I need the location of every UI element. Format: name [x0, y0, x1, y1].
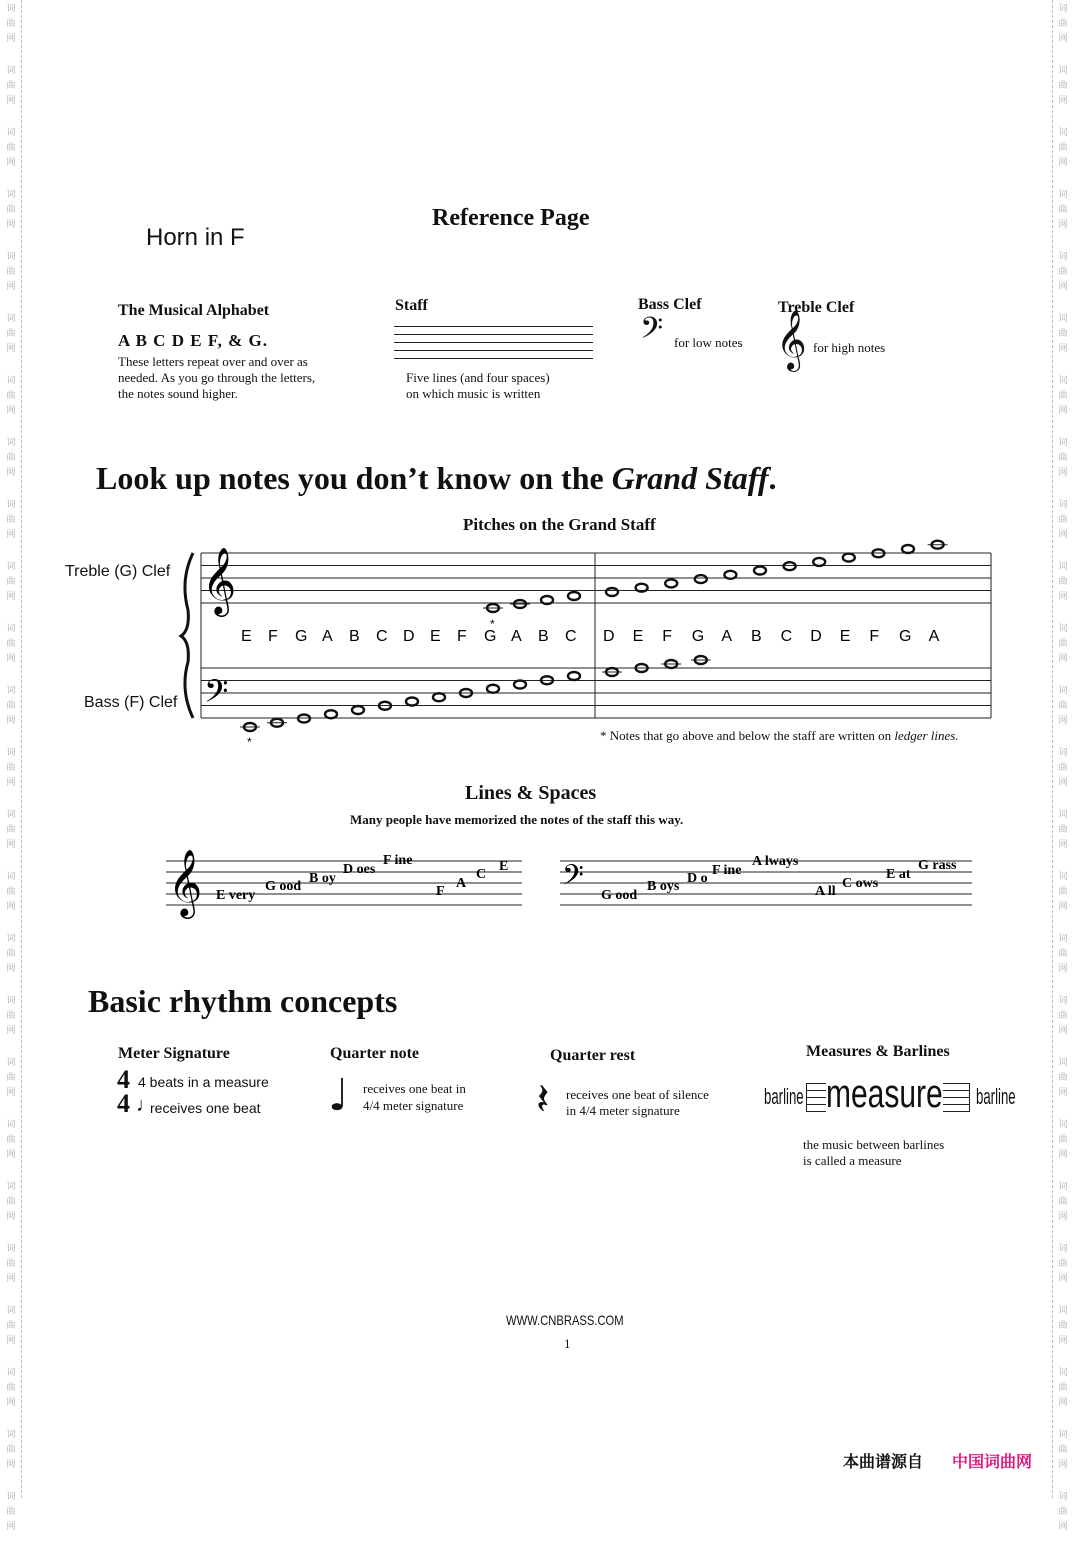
quarter-rest-icon: 𝄽	[536, 1074, 550, 1125]
desc-line: needed. As you go through the letters,	[118, 370, 316, 385]
watermark-group: 词 曲 网	[6, 1368, 16, 1408]
watermark-group: 词 曲 网	[6, 996, 16, 1036]
watermark-group: 词 曲 网	[1058, 934, 1068, 974]
watermark-group: 词 曲 网	[1058, 872, 1068, 912]
quarter-rest-desc	[566, 1087, 709, 1119]
note-label: A	[928, 628, 940, 645]
meter-signature	[117, 1065, 130, 1118]
barline-label-right: barline	[976, 1084, 1016, 1109]
desc-line: receives one beat in	[363, 1081, 466, 1096]
quarter-note-desc	[363, 1080, 466, 1114]
heading-end: .	[768, 460, 777, 496]
watermark-group: 词 曲 网	[1058, 1368, 1068, 1408]
note-label: E	[430, 628, 441, 645]
note-label: C	[780, 628, 793, 645]
treble-clef-icon: 𝄞	[776, 310, 807, 370]
treble-clef-icon: 𝄞	[202, 546, 237, 614]
watermark-group: 词 曲 网	[1058, 996, 1068, 1036]
lines-spaces-title: Lines & Spaces	[465, 782, 597, 804]
mnemonic-word: E very	[216, 888, 256, 903]
measures-heading: Measures & Barlines	[806, 1043, 950, 1060]
whole-note	[487, 685, 499, 693]
whole-note	[665, 579, 677, 587]
note-label: D	[603, 628, 615, 645]
quarter-rest-heading: Quarter rest	[550, 1047, 636, 1064]
whole-note	[568, 592, 580, 600]
note-label: G	[899, 628, 912, 645]
meter-line1: 4 beats in a measure	[138, 1074, 269, 1090]
desc-line: is called a measure	[803, 1153, 902, 1168]
note-label: C	[376, 628, 388, 645]
mnemonic-word: C ows	[842, 876, 879, 891]
mnemonic-word: A	[456, 876, 467, 891]
watermark-group: 词 曲 网	[1058, 686, 1068, 726]
mnemonic-word: G rass	[918, 858, 957, 873]
treble-clef-heading: Treble Clef	[778, 299, 855, 316]
note-label: F	[869, 628, 880, 645]
grand-staff-title: Pitches on the Grand Staff	[463, 515, 656, 534]
bass-clef-desc: for low notes	[674, 335, 743, 350]
watermark-group: 词 曲 网	[1058, 1244, 1068, 1284]
watermark-group: 词 曲 网	[6, 562, 16, 602]
staff-heading: Staff	[395, 297, 428, 314]
watermark-group: 词 曲 网	[6, 314, 16, 354]
watermark-group: 词 曲 网	[1058, 4, 1068, 44]
note-label: A	[322, 628, 333, 645]
bass-clef-heading: Bass Clef	[638, 296, 702, 313]
note-label: E	[632, 628, 644, 645]
watermark-group: 词 曲 网	[1058, 1058, 1068, 1098]
treble-clef-icon: 𝄞	[168, 848, 203, 916]
ledger-asterisk: *	[490, 617, 495, 631]
instrument-name: Horn in F	[146, 224, 245, 251]
whole-note	[541, 596, 553, 604]
whole-note	[813, 558, 825, 566]
mnemonic-word: G ood	[265, 879, 302, 894]
whole-note	[568, 672, 580, 680]
watermark-group: 词 曲 网	[1058, 748, 1068, 788]
footer-site[interactable]: WWW.CNBRASS.COM	[506, 1312, 624, 1328]
watermark-group: 词 曲 网	[6, 1492, 16, 1532]
mnemonic-word: D o	[687, 871, 708, 886]
page-title: Reference Page	[432, 205, 590, 231]
source-site-link[interactable]: 中国词曲网	[952, 1454, 1033, 1471]
note-label: D	[810, 628, 822, 645]
note-label: A	[721, 628, 733, 645]
watermark-group: 词 曲 网	[6, 1430, 16, 1470]
bass-clef-icon: 𝄢	[640, 312, 664, 353]
treble-clef-desc: for high notes	[813, 340, 886, 355]
whole-note	[902, 545, 914, 553]
mnemonic-word: A ll	[815, 884, 836, 899]
ledger-asterisk: *	[247, 735, 252, 749]
mnemonic-word: F ine	[383, 853, 413, 868]
lines-spaces-subtitle: Many people have memorized the notes of the staff this way.	[350, 812, 684, 827]
watermark-group: 词 曲 网	[6, 810, 16, 850]
whole-note	[352, 706, 364, 714]
watermark-group: 词 曲 网	[6, 4, 16, 44]
mnemonic-word: C	[476, 867, 487, 882]
meter-line2: receives one beat	[150, 1100, 261, 1116]
brace-icon	[181, 553, 193, 718]
note-label: B	[751, 628, 762, 645]
mnemonic-word: B oy	[309, 871, 336, 886]
meter-top: 4	[117, 1065, 130, 1094]
watermark-group: 词 曲 网	[1058, 562, 1068, 602]
meter-heading: Meter Signature	[118, 1045, 230, 1062]
desc-line: in 4/4 meter signature	[566, 1103, 680, 1118]
desc-line: receives one beat of silence	[566, 1087, 709, 1102]
note-label: D	[403, 628, 415, 645]
desc-line: the music between barlines	[803, 1137, 945, 1152]
alphabet-letters: A B C D E F, & G.	[118, 331, 269, 350]
watermark-group: 词 曲 网	[6, 686, 16, 726]
watermark-group: 词 曲 网	[6, 1058, 16, 1098]
watermark-group: 词 曲 网	[1058, 128, 1068, 168]
note-label: B	[349, 628, 360, 645]
note-label: G	[484, 628, 497, 645]
whole-note	[433, 693, 445, 701]
watermark-group: 词 曲 网	[1058, 1306, 1068, 1346]
measures-desc	[803, 1137, 944, 1169]
watermark-group: 词 曲 网	[1058, 1182, 1068, 1222]
page-number: 1	[564, 1336, 571, 1351]
quarter-note-small-icon: ♩	[136, 1094, 156, 1116]
watermark-group: 词 曲 网	[6, 190, 16, 230]
watermark-group: 词 曲 网	[6, 252, 16, 292]
mnemonic-word: E at	[886, 867, 911, 882]
desc-line: These letters repeat over and over as	[118, 354, 308, 369]
watermark-group: 词 曲 网	[1058, 314, 1068, 354]
mnemonic-word: D oes	[343, 862, 376, 877]
watermark-group: 词 曲 网	[1058, 1120, 1068, 1160]
watermark-group: 词 曲 网	[6, 1306, 16, 1346]
whole-note	[406, 698, 418, 706]
watermark-group: 词 曲 网	[1058, 190, 1068, 230]
mnemonic-word: G ood	[601, 888, 638, 903]
watermark-group: 词 曲 网	[1058, 252, 1068, 292]
watermark-group: 词 曲 网	[1058, 1492, 1068, 1532]
watermark-group: 词 曲 网	[6, 624, 16, 664]
whole-note	[325, 710, 337, 718]
watermark-group: 词 曲 网	[6, 376, 16, 416]
watermark-group: 词 曲 网	[6, 66, 16, 106]
desc-line: the notes sound higher.	[118, 386, 238, 401]
mnemonic-word: E	[499, 859, 509, 874]
whole-note	[695, 575, 707, 583]
quarter-note-icon: ♩	[328, 1070, 349, 1121]
whole-note	[784, 562, 796, 570]
footnote-text: * Notes that go above and below the staff are written on	[600, 728, 895, 743]
watermark-group: 词 曲 网	[6, 748, 16, 788]
whole-note	[514, 681, 526, 689]
measure-label: measure	[826, 1072, 943, 1116]
note-label: F	[268, 628, 278, 645]
heading-italic: Grand Staff	[611, 460, 769, 496]
barline-label-left: barline	[764, 1084, 804, 1109]
source-label: 本曲谱源自	[843, 1454, 924, 1471]
mnemonic-word: F ine	[712, 863, 742, 878]
watermark-group: 词 曲 网	[1058, 810, 1068, 850]
note-label: E	[839, 628, 851, 645]
note-label: F	[662, 628, 672, 645]
whole-note	[843, 554, 855, 562]
note-label: A	[511, 628, 522, 645]
bass-clef-icon: 𝄢	[562, 859, 584, 899]
watermark-group: 词 曲 网	[1058, 376, 1068, 416]
note-label: F	[457, 628, 467, 645]
watermark-group: 词 曲 网	[1058, 1430, 1068, 1470]
mnemonic-word: B oys	[647, 879, 680, 894]
note-label: G	[691, 628, 705, 645]
note-label: B	[538, 628, 549, 645]
watermark-group: 词 曲 网	[6, 500, 16, 540]
treble-clef-label: Treble (G) Clef	[65, 563, 171, 580]
whole-note	[606, 588, 618, 596]
quarter-note-heading: Quarter note	[330, 1045, 420, 1062]
alphabet-heading: The Musical Alphabet	[118, 302, 270, 319]
whole-note	[636, 584, 648, 592]
watermark-group: 词 曲 网	[6, 934, 16, 974]
desc-line: Five lines (and four spaces)	[406, 370, 550, 385]
desc-line: 4/4 meter signature	[363, 1098, 464, 1113]
footnote-italic: ledger lines.	[894, 728, 959, 743]
heading-text: Look up notes you don’t know on the	[96, 460, 612, 496]
desc-line: on which music is written	[406, 386, 541, 401]
watermark-group: 词 曲 网	[6, 1120, 16, 1160]
watermark-group: 词 曲 网	[6, 872, 16, 912]
watermark-group: 词 曲 网	[1058, 438, 1068, 478]
note-label: E	[241, 628, 252, 645]
mnemonic-word: A lways	[752, 854, 799, 869]
watermark-group: 词 曲 网	[6, 438, 16, 478]
watermark-group: 词 曲 网	[1058, 500, 1068, 540]
whole-note	[724, 571, 736, 579]
mnemonic-word: F	[436, 884, 445, 899]
watermark-group: 词 曲 网	[6, 1182, 16, 1222]
bass-clef-icon: 𝄢	[204, 673, 229, 717]
note-label: C	[565, 628, 577, 645]
whole-note	[754, 567, 766, 575]
rhythm-heading: Basic rhythm concepts	[88, 983, 398, 1019]
watermark-group: 词 曲 网	[6, 1244, 16, 1284]
note-label: G	[295, 628, 308, 645]
bass-clef-label: Bass (F) Clef	[84, 694, 178, 711]
watermark-group: 词 曲 网	[1058, 624, 1068, 664]
watermark-group: 词 曲 网	[1058, 66, 1068, 106]
meter-bottom: 4	[117, 1089, 130, 1118]
watermark-group: 词 曲 网	[6, 128, 16, 168]
